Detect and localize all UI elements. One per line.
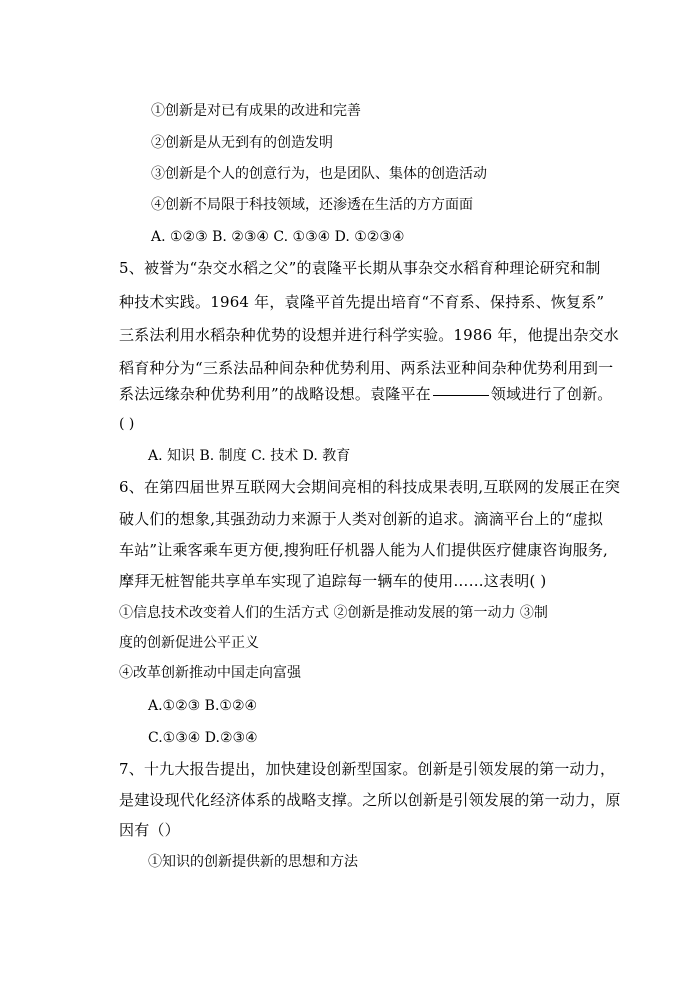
q5-line-3: 三系法利用水稻杂种优势的设想并进行科学实验。1986 年，他提出杂交水 bbox=[119, 326, 619, 344]
q5-line-5-before: 系法远缘杂种优势利用”的战略设想。袁隆平在 bbox=[119, 385, 431, 403]
q6-choices-row-1: A.①②③ B.①②④ bbox=[148, 698, 258, 714]
q7-line-1: 7、十九大报告提出，加快建设创新型国家。创新是引领发展的第一动力， bbox=[119, 760, 616, 778]
q5-answer-choices: A. 知识 B. 制度 C. 技术 D. 教育 bbox=[148, 448, 351, 464]
prev-option-4: ④创新不局限于科技领域，还渗透在生活的方方面面 bbox=[151, 197, 473, 213]
prev-option-2: ②创新是从无到有的创造发明 bbox=[151, 135, 333, 151]
q7-line-3: 因有（） bbox=[119, 821, 180, 839]
prev-option-1: ①创新是对已有成果的改进和完善 bbox=[151, 103, 361, 119]
q5-line-5-after: 领域进行了创新。 bbox=[490, 385, 613, 403]
q5-line-4: 稻育种分为“三系法品种间杂种优势利用、两系法亚种间杂种优势利用到一 bbox=[119, 359, 614, 377]
q6-statement-line-2: 度的创新促进公平正义 bbox=[119, 635, 259, 651]
q6-line-4: 摩拜无桩智能共享单车实现了追踪每一辆车的使用……这表明( ) bbox=[119, 572, 547, 590]
q7-line-2: 是建设现代化经济体系的战略支撑。之所以创新是引领发展的第一动力，原 bbox=[119, 791, 621, 809]
q5-line-2: 种技术实践。1964 年，袁隆平首先提出培育“不育系、保持系、恢复系” bbox=[119, 293, 605, 311]
q5-line-5 bbox=[119, 384, 612, 404]
q6-line-2: 破人们的想象,其强劲动力来源于人类对创新的追求。滴滴平台上的“虚拟 bbox=[119, 510, 604, 528]
q6-statement-line-3: ④改革创新推动中国走向富强 bbox=[119, 665, 301, 681]
q6-line-1: 6、在第四届世界互联网大会期间亮相的科技成果表明,互联网的发展正在突 bbox=[119, 478, 621, 496]
q6-choices-row-2: C.①③④ D.②③④ bbox=[148, 730, 258, 746]
q5-line-1: 5、被誉为“杂交水稻之父”的袁隆平长期从事杂交水稻育种理论研究和制 bbox=[119, 259, 601, 277]
answer-blank bbox=[433, 394, 489, 396]
prev-answer-choices: A. ①②③ B. ②③④ C. ①③④ D. ①②③④ bbox=[151, 229, 405, 245]
q7-statement-1: ①知识的创新提供新的思想和方法 bbox=[148, 854, 358, 870]
prev-option-3: ③创新是个人的创意行为，也是团队、集体的创造活动 bbox=[151, 166, 487, 182]
q5-answer-paren: ( ) bbox=[119, 416, 135, 432]
q6-statement-line-1: ①信息技术改变着人们的生活方式 ②创新是推动发展的第一动力 ③制 bbox=[119, 605, 548, 621]
q6-line-3: 车站”让乘客乘车更方便,搜狗旺仔机器人能为人们提供医疗健康咨询服务, bbox=[119, 541, 609, 559]
